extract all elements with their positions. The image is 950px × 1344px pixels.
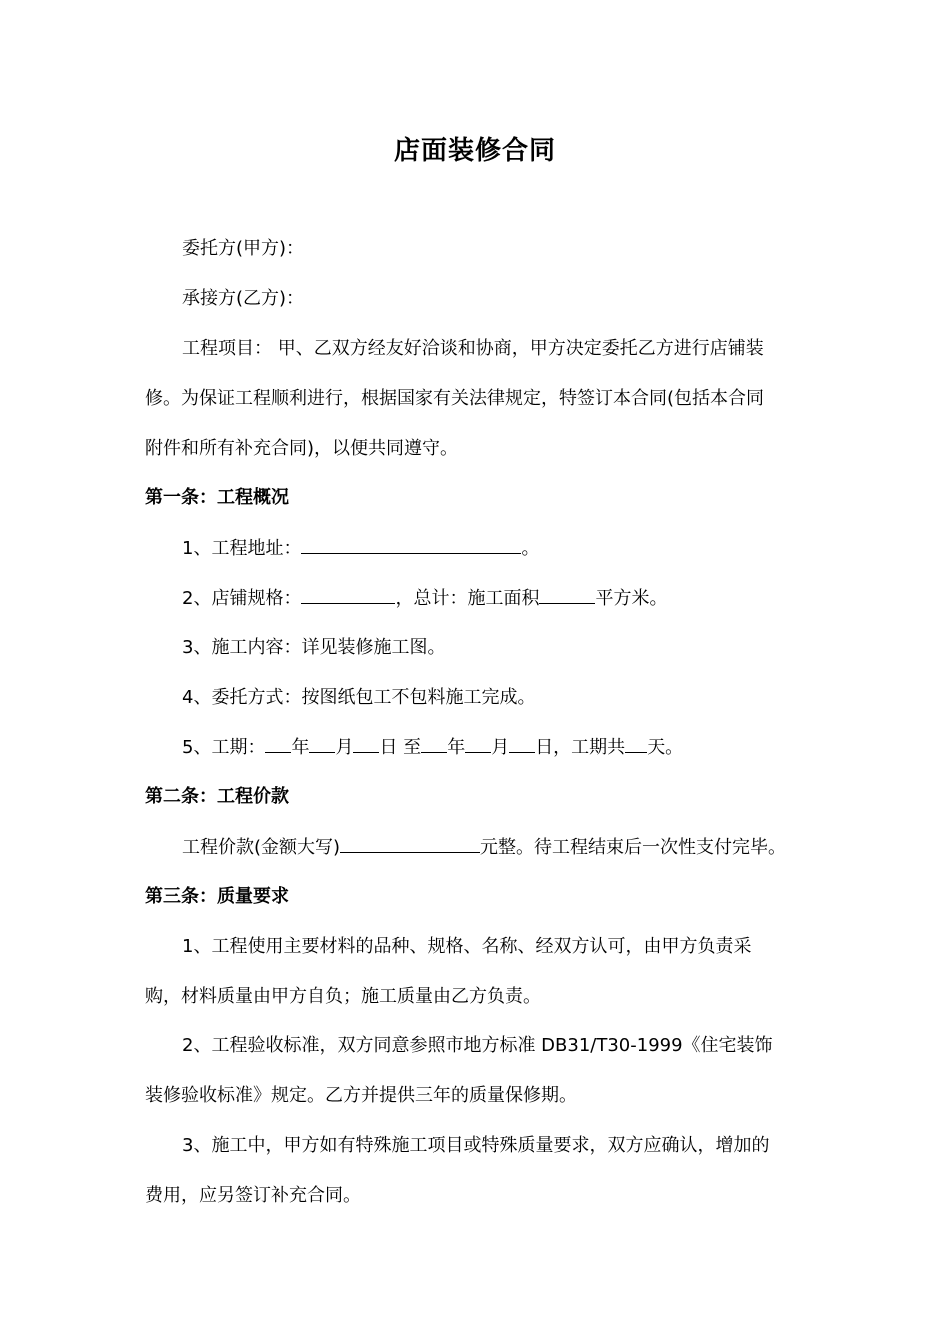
area-blank [539, 583, 595, 604]
start-day-blank [353, 732, 379, 753]
intro-line-1: 工程项目： 甲、乙双方经友好洽谈和协商，甲方决定委托乙方进行店铺装 [182, 338, 764, 359]
year-label-2: 年 [447, 737, 466, 758]
item-5-end: 天。 [647, 737, 684, 758]
end-year-blank [421, 732, 447, 753]
spec-blank [301, 583, 395, 604]
art2-price-line [145, 832, 810, 863]
item-2-mid: ，总计：施工面积 [395, 588, 540, 609]
price-label: 工程价款(金额大写) [182, 837, 341, 858]
art1-item-5 [145, 732, 810, 763]
end-day-blank [509, 732, 535, 753]
item-2-end: 平方米。 [595, 588, 668, 609]
address-blank [301, 533, 521, 554]
article-2-heading: 第二条：工程价款 [145, 786, 289, 807]
art1-item-3: 3、施工内容：详见装修施工图。 [182, 637, 446, 658]
start-year-blank [265, 732, 291, 753]
art3-p1-line-2: 购，材料质量由甲方自负；施工质量由乙方负责。 [145, 986, 541, 1007]
party-b-line: 承接方(乙方)： [182, 288, 305, 309]
item-1-end: 。 [521, 538, 540, 559]
art3-p1-line-1: 1、工程使用主要材料的品种、规格、名称、经双方认可，由甲方负责采 [182, 936, 752, 957]
price-end: 元整。待工程结束后一次性支付完毕。 [480, 837, 787, 858]
day-total-label: 日，工期共 [535, 737, 626, 758]
intro-line-3: 附件和所有补充合同)，以便共同遵守。 [145, 438, 459, 459]
art3-p3-line-2: 费用，应另签订补充合同。 [145, 1185, 361, 1206]
item-2-label: 2、店铺规格： [182, 588, 302, 609]
party-a-line: 委托方(甲方)： [182, 238, 305, 259]
art3-p2-line-1: 2、工程验收标准，双方同意参照市地方标准 DB31/T30-1999《住宅装饰 [182, 1035, 773, 1056]
day-to-label: 日 至 [379, 737, 422, 758]
start-month-blank [309, 732, 335, 753]
article-3-heading: 第三条：质量要求 [145, 886, 289, 907]
end-month-blank [465, 732, 491, 753]
price-blank [340, 832, 480, 853]
art1-item-2 [145, 583, 810, 614]
art1-item-1 [145, 533, 810, 564]
art3-p2-line-2: 装修验收标准》规定。乙方并提供三年的质量保修期。 [145, 1085, 577, 1106]
art3-p3-line-1: 3、施工中，甲方如有特殊施工项目或特殊质量要求，双方应确认，增加的 [182, 1135, 770, 1156]
item-1-label: 1、工程地址： [182, 538, 302, 559]
article-1-heading: 第一条：工程概况 [145, 487, 289, 508]
month-label: 月 [335, 737, 354, 758]
item-5-label: 5、工期： [182, 737, 266, 758]
month-label-2: 月 [491, 737, 510, 758]
year-label: 年 [291, 737, 310, 758]
intro-line-2: 修。为保证工程顺利进行，根据国家有关法律规定，特签订本合同(包括本合同 [145, 388, 765, 409]
total-days-blank [625, 732, 647, 753]
art1-item-4: 4、委托方式：按图纸包工不包料施工完成。 [182, 687, 536, 708]
document-title: 店面装修合同 [393, 136, 556, 166]
